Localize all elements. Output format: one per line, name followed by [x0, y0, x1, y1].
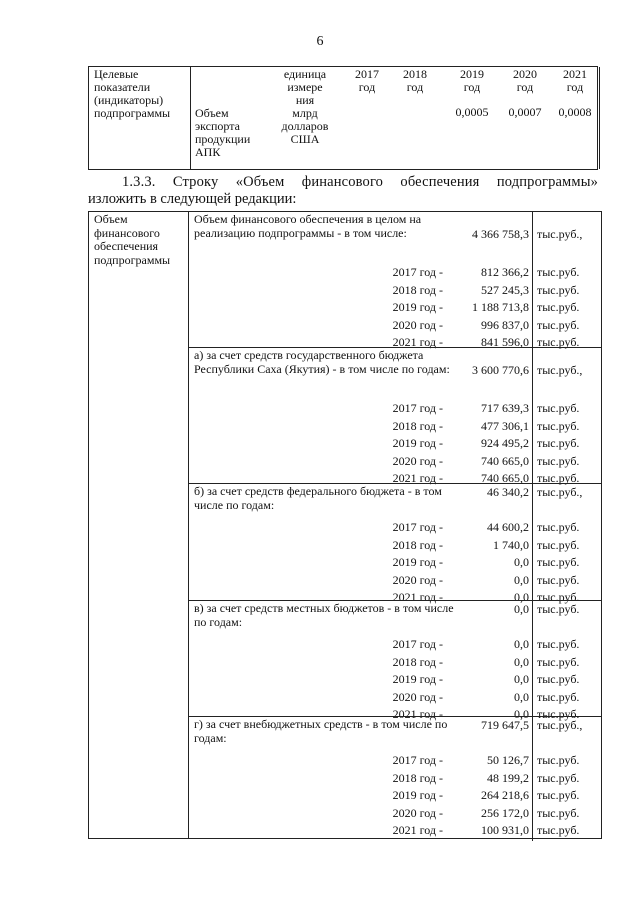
- row-unit: тыс.руб.: [537, 418, 580, 433]
- row-year: 2021 год -: [392, 707, 443, 721]
- year-sub: год: [358, 80, 376, 94]
- year-column-0: [341, 68, 393, 106]
- block-title: б) за счет средств федерального бюджета - в том числе по годам:: [194, 484, 442, 512]
- row-amount: 717 639,3: [481, 401, 529, 415]
- row-year: 2020 год -: [392, 805, 443, 820]
- row-unit: тыс.руб.: [537, 805, 580, 820]
- row-unit: тыс.руб.: [537, 672, 580, 686]
- row-amount: 0,0: [514, 590, 529, 604]
- row-amount: 0,0: [514, 707, 529, 721]
- row-unit: тыс.руб.: [537, 335, 580, 349]
- row-unit: тыс.руб.: [537, 282, 580, 297]
- row-unit: тыс.руб.: [537, 770, 580, 785]
- row-unit: тыс.руб.: [537, 471, 580, 485]
- page-number: 6: [316, 34, 324, 49]
- row-year: 2019 год -: [392, 788, 443, 802]
- clause-text: [88, 174, 598, 208]
- year-row: [189, 636, 601, 654]
- block-title: г) за счет внебюджетных средств - в том числе по годам:: [194, 717, 448, 745]
- financing-block: [189, 600, 601, 721]
- year-value: 0,0008: [558, 105, 592, 119]
- row-year: 2017 год -: [392, 265, 443, 279]
- row-amount: 48 199,2: [487, 770, 529, 785]
- unit-header: единица измере ния: [283, 67, 327, 107]
- year-column-4: [549, 68, 601, 119]
- row-unit: тыс.руб.: [537, 689, 580, 704]
- row-year: 2018 год -: [392, 770, 443, 785]
- block-header: [189, 717, 601, 752]
- block-title: а) за счет средств государственного бюджета Республики Саха (Якутия) - в том числе по годам:: [194, 348, 450, 376]
- row-amount: 44 600,2: [487, 520, 529, 534]
- row-year: 2018 год -: [392, 537, 443, 552]
- row-amount: 812 366,2: [481, 265, 529, 279]
- row-year: 2021 год -: [392, 590, 443, 604]
- block-title: Объем финансового обеспечения в целом на реализацию подпрограммы - в том числе:: [194, 212, 422, 240]
- year-sub: год: [406, 80, 424, 94]
- row-unit: тыс.руб.: [537, 300, 580, 314]
- block-total: 0,0: [514, 602, 529, 616]
- year-row: [189, 822, 601, 840]
- row-unit: тыс.руб.: [537, 537, 580, 552]
- block-total-unit: тыс.руб.: [537, 602, 580, 616]
- row-year: 2017 год -: [392, 520, 443, 534]
- year-row: [189, 770, 601, 788]
- row-amount: 0,0: [514, 689, 529, 704]
- year-row: [189, 537, 601, 555]
- row-amount: 0,0: [514, 637, 529, 651]
- row-unit: тыс.руб.: [537, 401, 580, 415]
- year-value: 0,0005: [455, 105, 489, 119]
- year-row: [189, 317, 601, 335]
- row-year: 2021 год -: [392, 335, 443, 349]
- row-unit: тыс.руб.: [537, 436, 580, 450]
- row-year: 2020 год -: [392, 453, 443, 468]
- year-row: [189, 554, 601, 572]
- row-amount: 50 126,7: [487, 753, 529, 767]
- financing-block: [189, 483, 601, 604]
- row-amount: 256 172,0: [481, 805, 529, 820]
- year-row: [189, 752, 601, 770]
- block-total-unit: тыс.руб.,: [537, 227, 583, 241]
- row-amount: 1 740,0: [493, 537, 529, 552]
- row-amount: 477 306,1: [481, 418, 529, 433]
- row-amount: 0,0: [514, 555, 529, 569]
- financing-block: [189, 212, 601, 347]
- year-row: [189, 671, 601, 689]
- year-column-3: [499, 68, 551, 119]
- year-row: [189, 519, 601, 537]
- row-unit: тыс.руб.: [537, 317, 580, 332]
- block-total-unit: тыс.руб.,: [537, 485, 583, 499]
- row-year: 2020 год -: [392, 572, 443, 587]
- row-unit: тыс.руб.: [537, 753, 580, 767]
- row-unit: тыс.руб.: [537, 823, 580, 837]
- row-year: 2020 год -: [392, 317, 443, 332]
- clause-line-2: изложить в следующей редакции:: [88, 191, 297, 207]
- year-row: [189, 572, 601, 590]
- year-row: [189, 787, 601, 805]
- year-row: [189, 282, 601, 300]
- row-amount: 740 665,0: [481, 471, 529, 485]
- row-amount: 0,0: [514, 672, 529, 686]
- year-label: 2020: [513, 67, 537, 81]
- row-unit: тыс.руб.: [537, 637, 580, 651]
- block-total: 46 340,2: [487, 485, 529, 499]
- row-year: 2019 год -: [392, 300, 443, 314]
- row-unit: тыс.руб.: [537, 555, 580, 569]
- block-title: в) за счет средств местных бюджетов - в том числе по годам:: [194, 601, 454, 629]
- row-amount: 100 931,0: [481, 823, 529, 837]
- row-unit: тыс.руб.: [537, 707, 580, 721]
- year-column-2: [446, 68, 498, 119]
- block-header: [189, 348, 601, 400]
- row-year: 2018 год -: [392, 418, 443, 433]
- row-amount: 740 665,0: [481, 453, 529, 468]
- indicator-name: Объем экспорта продукции АПК: [195, 106, 251, 159]
- row-year: 2021 год -: [392, 471, 443, 485]
- year-row: [189, 418, 601, 436]
- clause-line-1: 1.3.3. Строку «Объем финансового обеспечения подпрограммы»: [122, 174, 598, 190]
- row-year: 2019 год -: [392, 672, 443, 686]
- block-header: [189, 601, 601, 636]
- year-row: [189, 400, 601, 418]
- year-row: [189, 264, 601, 282]
- year-label: 2021: [563, 67, 587, 81]
- row-unit: тыс.руб.: [537, 590, 580, 604]
- block-total: 719 647,5: [481, 718, 529, 732]
- year-row: [189, 689, 601, 707]
- financing-table: [88, 211, 602, 839]
- row-unit: тыс.руб.: [537, 453, 580, 468]
- row-year: 2021 год -: [392, 823, 443, 837]
- row-unit: тыс.руб.: [537, 265, 580, 279]
- financing-block: [189, 716, 601, 841]
- year-column-1: [389, 68, 441, 106]
- block-total-unit: тыс.руб.,: [537, 718, 583, 732]
- row-amount: 841 596,0: [481, 335, 529, 349]
- row-unit: тыс.руб.: [537, 520, 580, 534]
- row-year: 2017 год -: [392, 637, 443, 651]
- row-amount: 1 188 713,8: [472, 300, 529, 314]
- row-year: 2020 год -: [392, 689, 443, 704]
- year-row: [189, 805, 601, 823]
- financing-details: [189, 212, 601, 838]
- year-sub: год: [566, 80, 584, 94]
- row-unit: тыс.руб.: [537, 572, 580, 587]
- block-header: [189, 484, 601, 519]
- year-sub: год: [516, 80, 534, 94]
- row-year: 2018 год -: [392, 282, 443, 297]
- indicators-table: [88, 66, 598, 170]
- year-row: [189, 654, 601, 672]
- row-unit: тыс.руб.: [537, 654, 580, 669]
- year-row: [189, 453, 601, 471]
- year-label: 2019: [460, 67, 484, 81]
- year-sub: год: [463, 80, 481, 94]
- year-row: [189, 435, 601, 453]
- year-value: 0,0007: [508, 105, 542, 119]
- row-year: 2017 год -: [392, 401, 443, 415]
- row-amount: 996 837,0: [481, 317, 529, 332]
- year-label: 2018: [403, 67, 427, 81]
- row-amount: 0,0: [514, 572, 529, 587]
- row-year: 2018 год -: [392, 654, 443, 669]
- financing-block: [189, 347, 601, 484]
- year-label: 2017: [355, 67, 379, 81]
- row-year: 2019 год -: [392, 555, 443, 569]
- row-amount: 264 218,6: [481, 788, 529, 802]
- row-year: 2019 год -: [392, 436, 443, 450]
- year-row: [189, 299, 601, 317]
- row-amount: 0,0: [514, 654, 529, 669]
- unit-value: млрд долларов США: [281, 106, 329, 146]
- block-total-unit: тыс.руб.,: [537, 363, 583, 377]
- financing-label: Объем финансового обеспечения подпрограммы: [89, 212, 189, 838]
- block-total: 4 366 758,3: [472, 227, 529, 241]
- row-year: 2017 год -: [392, 753, 443, 767]
- block-total: 3 600 770,6: [472, 363, 529, 377]
- row-unit: тыс.руб.: [537, 788, 580, 802]
- row-amount: 527 245,3: [481, 282, 529, 297]
- block-header: [189, 212, 601, 264]
- indicators-label: Целевые показатели (индикаторы) подпрограммы: [94, 67, 171, 120]
- row-amount: 924 495,2: [481, 436, 529, 450]
